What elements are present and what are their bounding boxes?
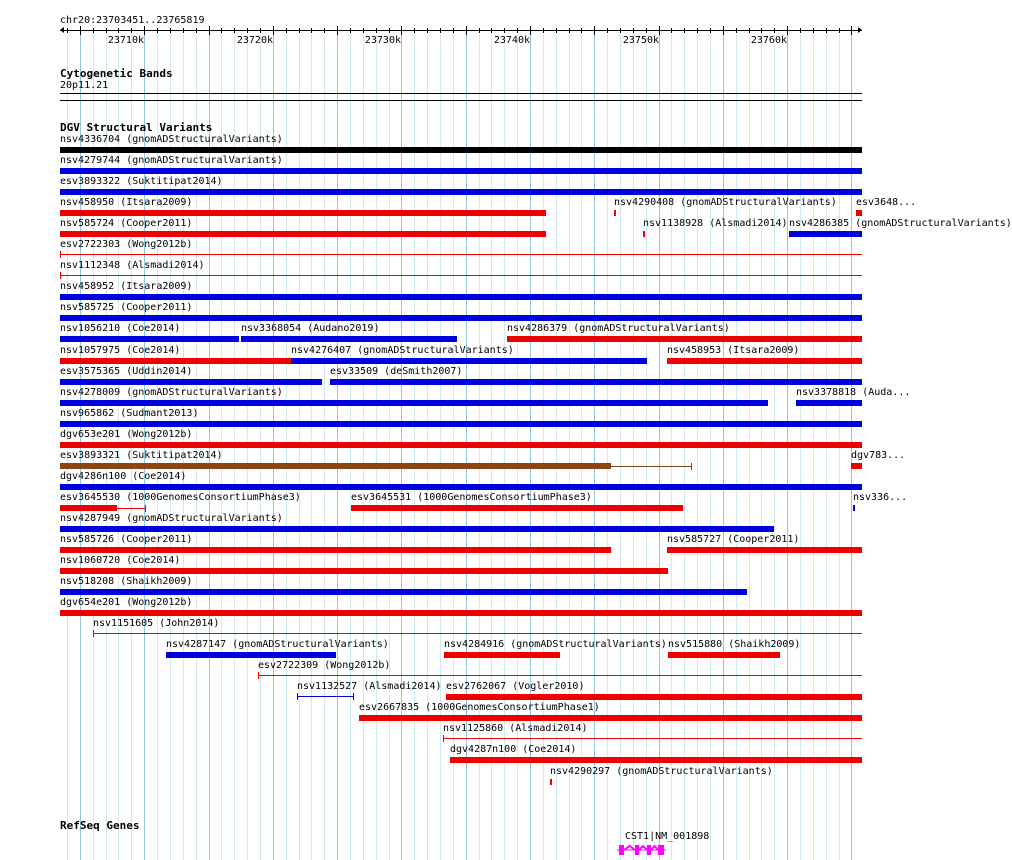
ruler-tick: [196, 28, 197, 33]
variant-label[interactable]: nsv4287949 (gnomADStructuralVariants): [60, 512, 283, 524]
ruler-tick: [466, 26, 467, 35]
dgv-track-title: DGV Structural Variants: [60, 121, 213, 134]
variant-bar[interactable]: [359, 715, 862, 721]
ruler-tick: [800, 28, 801, 33]
variant-bar[interactable]: [60, 168, 862, 174]
ruler-arrow-left: [60, 27, 64, 33]
variant-label[interactable]: esv3893322 (Suktitipat2014): [60, 176, 223, 188]
ruler-tick: [209, 26, 210, 35]
variant-bar[interactable]: [667, 547, 862, 553]
ruler-tick: [157, 28, 158, 33]
ruler-tick: [363, 28, 364, 33]
variant-bar[interactable]: [856, 210, 862, 216]
variant-label[interactable]: esv3645530 (1000GenomesConsortiumPhase3): [60, 491, 301, 503]
variant-endcap: [691, 463, 692, 470]
variant-label[interactable]: nsv4279744 (gnomADStructuralVariants): [60, 155, 283, 167]
variant-bar[interactable]: [291, 358, 647, 364]
variant-label[interactable]: dgv654e201 (Wong2012b): [60, 597, 193, 609]
ruler-tick: [389, 28, 390, 33]
variant-label[interactable]: nsv4286385 (gnomADStructuralVariants): [789, 218, 1012, 230]
ruler-tick-label: 23730k: [364, 35, 401, 46]
cytoband-track-title: Cytogenetic Bands: [60, 67, 173, 80]
variant-label[interactable]: nsv4336704 (gnomADStructuralVariants): [60, 134, 283, 145]
ruler-tick: [530, 26, 531, 35]
ruler-tick: [440, 28, 441, 33]
variant-bar[interactable]: [443, 738, 862, 739]
ruler-tick: [183, 28, 184, 33]
variant-bar[interactable]: [60, 547, 611, 553]
ruler-tick: [247, 28, 248, 33]
variant-label[interactable]: nsv518208 (Shaikh2009): [60, 576, 193, 588]
variant-label[interactable]: nsv585724 (Cooper2011): [60, 218, 193, 230]
ruler-tick: [504, 28, 505, 33]
variant-label[interactable]: nsv4278009 (gnomADStructuralVariants): [60, 386, 283, 398]
variant-bar[interactable]: [789, 231, 862, 237]
ruler-tick: [67, 28, 68, 33]
ruler-tick: [684, 28, 685, 33]
variant-label[interactable]: dgv783...: [851, 449, 906, 461]
ruler-tick: [736, 28, 737, 33]
variant-bar[interactable]: [60, 484, 862, 490]
variant-bar[interactable]: [60, 358, 291, 364]
ruler-tick: [324, 28, 325, 33]
ruler-tick: [491, 28, 492, 33]
variant-bar[interactable]: [60, 589, 747, 595]
variant-bar[interactable]: [507, 336, 862, 342]
variant-bar[interactable]: [60, 336, 239, 342]
variant-bar[interactable]: [60, 526, 774, 532]
variant-bar[interactable]: [550, 779, 552, 785]
variant-label[interactable]: esv3648...: [856, 197, 917, 209]
variant-label[interactable]: nsv1112348 (Alsmadi2014): [60, 260, 205, 272]
ruler-tick: [517, 28, 518, 33]
ruler-tick: [633, 28, 634, 33]
variant-label[interactable]: esv33509 (deSmith2007): [330, 365, 463, 377]
ruler-tick: [144, 26, 145, 35]
variant-bar[interactable]: [444, 652, 560, 658]
cytoband-line-lower: [60, 100, 862, 101]
variant-label[interactable]: nsv515880 (Shaikh2009): [668, 639, 801, 651]
gene-intron: [639, 846, 647, 850]
ruler-tick: [376, 28, 377, 33]
variant-label[interactable]: nsv4290408 (gnomADStructuralVariants): [614, 197, 837, 209]
variant-bar[interactable]: [796, 400, 862, 406]
variant-bar[interactable]: [60, 610, 862, 616]
variant-label[interactable]: esv2762067 (Vogler2010): [446, 681, 585, 693]
refseq-track-title: RefSeq Genes: [60, 819, 140, 832]
variant-label[interactable]: nsv1057975 (Coe2014): [60, 344, 181, 356]
ruler-tick: [299, 28, 300, 33]
ruler-tick: [723, 26, 724, 35]
ruler-tick: [106, 28, 107, 33]
ruler-axis[interactable]: [60, 30, 862, 31]
ruler-tick: [581, 28, 582, 33]
variant-bar[interactable]: [450, 757, 862, 763]
ruler-tick: [414, 28, 415, 33]
variant-bar[interactable]: [60, 505, 117, 511]
variant-endcap: [145, 505, 146, 512]
ruler-tick: [479, 28, 480, 33]
ruler-tick: [80, 26, 81, 35]
ruler-tick: [221, 28, 222, 33]
variant-tail: [611, 466, 691, 467]
ruler-tick: [93, 28, 94, 33]
variant-label[interactable]: esv2722303 (Wong2012b): [60, 239, 193, 251]
gene-intron: [624, 846, 635, 850]
variant-label[interactable]: nsv4276407 (gnomADStructuralVariants): [291, 344, 514, 356]
ruler-tick: [787, 26, 788, 35]
variant-bar[interactable]: [668, 652, 780, 658]
ruler-tick: [710, 28, 711, 33]
variant-label[interactable]: esv2667835 (1000GenomesConsortiumPhase1): [359, 702, 600, 714]
gene-label[interactable]: CST1|NM_001898: [625, 831, 710, 842]
ruler-tick: [826, 28, 827, 33]
ruler-tick: [556, 28, 557, 33]
variant-label[interactable]: nsv585726 (Cooper2011): [60, 533, 193, 545]
ruler-tick: [337, 26, 338, 35]
variant-bar[interactable]: [60, 147, 862, 153]
ruler-tick: [260, 28, 261, 33]
variant-bar[interactable]: [446, 694, 862, 700]
ruler-tick: [234, 28, 235, 33]
variant-bar[interactable]: [60, 463, 611, 469]
variant-label[interactable]: nsv1125860 (Alsmadi2014): [443, 723, 588, 735]
variant-label[interactable]: esv3893321 (Suktitipat2014): [60, 449, 223, 461]
ruler-tick: [620, 28, 621, 33]
ruler-tick: [659, 26, 660, 35]
ruler-tick: [311, 28, 312, 33]
variant-bar[interactable]: [241, 336, 457, 342]
ruler-tick: [839, 28, 840, 33]
variant-bar[interactable]: [60, 189, 862, 195]
variant-bar[interactable]: [851, 463, 862, 469]
variant-bar[interactable]: [60, 400, 768, 406]
ruler-tick: [697, 28, 698, 33]
variant-bar[interactable]: [60, 254, 862, 255]
ruler-tick: [594, 26, 595, 35]
variant-label[interactable]: nsv965862 (Sudmant2013): [60, 407, 199, 419]
variant-bar[interactable]: [351, 505, 683, 511]
variant-label[interactable]: nsv4287147 (gnomADStructuralVariants): [166, 639, 389, 651]
variant-bar[interactable]: [297, 696, 354, 697]
ruler-tick: [774, 28, 775, 33]
variant-bar[interactable]: [166, 652, 336, 658]
cytoband-label: 20p11.21: [60, 80, 109, 91]
variant-label[interactable]: nsv585727 (Cooper2011): [667, 533, 800, 545]
ruler-tick: [286, 28, 287, 33]
variant-label[interactable]: nsv1060720 (Coe2014): [60, 555, 181, 566]
ruler-tick: [350, 28, 351, 33]
variant-bar[interactable]: [60, 421, 862, 427]
location-label: chr20:23703451..23765819: [60, 15, 205, 26]
variant-label[interactable]: nsv458950 (Itsara2009): [60, 197, 193, 209]
variant-bar[interactable]: [60, 294, 862, 300]
variant-label[interactable]: nsv1151605 (John2014): [93, 618, 220, 630]
variant-label[interactable]: nsv4286379 (gnomADStructuralVariants): [507, 323, 730, 335]
ruler-tick-label: 23720k: [236, 35, 273, 46]
ruler-tick: [646, 28, 647, 33]
variant-bar[interactable]: [93, 633, 862, 634]
variant-label[interactable]: nsv1056210 (Coe2014): [60, 323, 181, 335]
variant-label[interactable]: nsv1138928 (Alsmadi2014): [643, 218, 788, 230]
ruler-tick: [543, 28, 544, 33]
variant-label[interactable]: esv2722309 (Wong2012b): [258, 660, 391, 672]
ruler-tick: [813, 28, 814, 33]
variant-label[interactable]: nsv585725 (Cooper2011): [60, 302, 193, 314]
ruler-tick-label: 23740k: [493, 35, 530, 46]
ruler-tick: [851, 26, 852, 35]
ruler-tick: [671, 28, 672, 33]
variant-bar[interactable]: [667, 358, 862, 364]
gene-intron: [651, 846, 658, 850]
ruler-tick-label: 23750k: [622, 35, 659, 46]
gene-model[interactable]: [617, 843, 666, 857]
variant-tail: [117, 508, 145, 509]
variant-label[interactable]: esv3575365 (Uddin2014): [60, 365, 193, 377]
variant-bar[interactable]: [60, 275, 862, 276]
variant-label[interactable]: esv3645531 (1000GenomesConsortiumPhase3): [351, 491, 592, 503]
variant-bar[interactable]: [60, 231, 546, 237]
ruler-tick: [118, 28, 119, 33]
variant-bar[interactable]: [60, 210, 546, 216]
variant-bar[interactable]: [60, 315, 862, 321]
cytoband-line: [60, 93, 862, 94]
variant-bar[interactable]: [60, 568, 668, 574]
ruler-tick: [761, 28, 762, 33]
variant-label[interactable]: dgv653e201 (Wong2012b): [60, 428, 193, 440]
variant-label[interactable]: nsv3378818 (Auda...: [796, 386, 911, 398]
variant-label[interactable]: nsv4284916 (gnomADStructuralVariants): [444, 639, 667, 651]
ruler-tick: [453, 28, 454, 33]
ruler-tick: [401, 26, 402, 35]
variant-label[interactable]: nsv3368054 (Audano2019): [241, 323, 380, 335]
variant-bar[interactable]: [853, 505, 855, 511]
ruler-tick-label: 23760k: [750, 35, 787, 46]
variant-bar[interactable]: [60, 379, 322, 385]
variant-bar[interactable]: [330, 379, 862, 385]
variant-label[interactable]: nsv458953 (Itsara2009): [667, 344, 800, 356]
ruler-arrow-right: [858, 27, 862, 33]
variant-label[interactable]: dgv4286n100 (Coe2014): [60, 470, 187, 482]
variant-label[interactable]: nsv4290297 (gnomADStructuralVariants): [550, 765, 773, 777]
ruler-tick: [569, 28, 570, 33]
variant-bar[interactable]: [258, 675, 862, 676]
ruler-tick: [170, 28, 171, 33]
ruler-tick: [131, 28, 132, 33]
ruler-tick: [273, 26, 274, 35]
variant-label[interactable]: nsv1132527 (Alsmadi2014): [297, 681, 442, 693]
variant-label[interactable]: nsv458952 (Itsara2009): [60, 281, 193, 293]
variant-bar[interactable]: [643, 231, 645, 237]
ruler-tick: [749, 28, 750, 33]
ruler-tick: [427, 28, 428, 33]
ruler-tick: [607, 28, 608, 33]
variant-label[interactable]: nsv336...: [853, 491, 908, 503]
variant-bar[interactable]: [614, 210, 616, 216]
variant-bar[interactable]: [60, 442, 862, 448]
variant-label[interactable]: dgv4287n100 (Coe2014): [450, 744, 577, 756]
ruler-tick-label: 23710k: [107, 35, 144, 46]
